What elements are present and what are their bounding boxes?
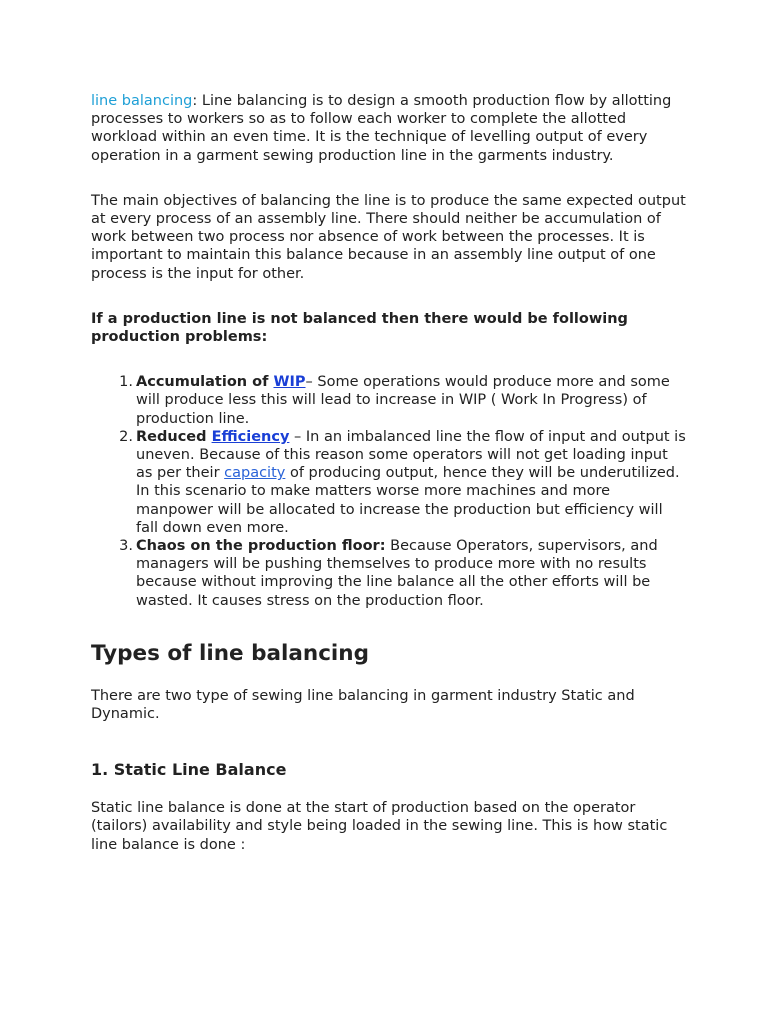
list-item-text: – Some operations would produce more and some will produce less this will lead to increase in WIP ( Work In Progress) of production line. [136,374,670,427]
list-item-text: Because Operators, supervisors, and managers will be pushing themselves to produce more with no results because without improving the line balance all the other efforts will be wasted. It causes stress on the production floor. [136,538,658,609]
document-page [91,92,687,854]
efficiency-link[interactable]: Efficiency [211,428,290,445]
list-item-number: 2. [119,428,133,445]
static-paragraph: Static line balance is done at the start of production based on the operator (tailors) availability and style being loaded in the sewing line. This is how static line balance is done : [91,800,668,853]
list-item-text: of producing output, hence they will be underutilized. In this scenario to make matters worse more machines and more manpower will be allocated to increase the production but efficiency will fall down even more. [136,465,680,536]
intro-separator: : [192,93,198,109]
list-item-lead: Chaos on the production floor: [136,538,386,555]
problems-list [91,373,687,610]
list-item-number: 3. [119,538,133,555]
static-line-balance-heading: 1. Static Line Balance [91,760,287,780]
types-heading: Types of line balancing [91,640,369,666]
problems-heading: If a production line is not balanced then there would be following production problems: [91,310,628,346]
list-item [119,428,687,537]
objectives-paragraph: The main objectives of balancing the line is to produce the same expected output at every process of an assembly line. There should neither be accumulation of work between two process nor absence of work between the processes. It is important to maintain this balance because in an assembly line output of one process is the input for other. [91,192,686,282]
wip-link[interactable]: WIP [273,374,306,391]
list-item-lead: Reduced [136,428,212,445]
line-balancing-term-link[interactable]: line balancing [91,93,193,109]
list-item [119,537,687,610]
list-item-number: 1. [119,374,133,391]
list-item [119,373,687,428]
intro-text: Line balancing is to design a smooth production flow by allotting processes to workers so as to follow each worker to complete the allotted workload within an even time. It is the technique of levelling output of every operation in a garment sewing production line in the garments industry. [91,93,672,164]
list-item-text: – In an imbalanced line the flow of input and output is uneven. Because of this reason some operators will not get loading input as per their [136,428,686,482]
types-paragraph: There are two type of sewing line balancing in garment industry Static and Dynamic. [91,687,635,723]
capacity-link[interactable]: capacity [224,465,286,482]
list-item-lead: Accumulation of [136,374,274,391]
intro-paragraph [91,92,687,165]
